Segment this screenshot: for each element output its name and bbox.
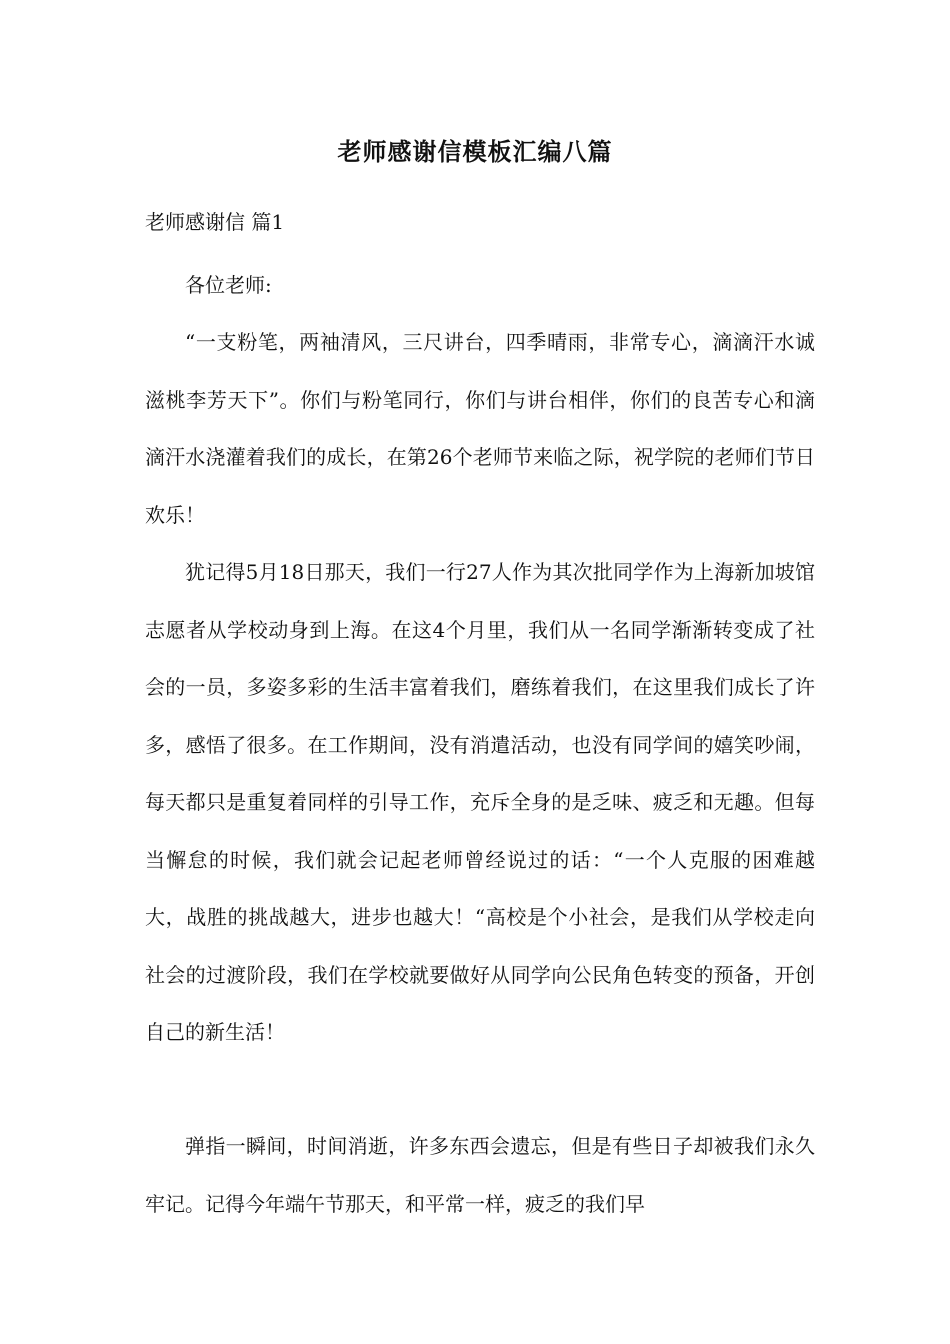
- paragraph-3: 弹指一瞬间，时间消逝，许多东西会遗忘，但是有些日子却被我们永久牢记。记得今年端午节那天，和平常一样，疲乏的我们早: [145, 1134, 815, 1216]
- document-title: 老师感谢信模板汇编八篇: [337, 137, 613, 166]
- section-heading: 老师感谢信 篇1: [145, 210, 285, 234]
- paragraph-2: 犹记得5月18日那天，我们一行27人作为其次批同学作为上海新加坡馆志愿者从学校动身到上海。在这4个月里，我们从一名同学渐渐转变成了社会的一员，多姿多彩的生活丰富着我们，磨练着我们，在这里我们成长了许多，感悟了很多。在工作期间，没有消遣活动，也没有同学间的嬉笑吵闹，每天都只是重复着同样的引导工作，充斥全身的是乏味、疲乏和无趣。但每当懈怠的时候，我们就会记起老师曾经说过的话：“一个人克服的困难越大，战胜的挑战越大，进步也越大！“高校是个小社会，是我们从学校走向社会的过渡阶段，我们在学校就要做好从同学向公民角色转变的预备，开创自己的新生活！: [145, 560, 815, 1044]
- salutation: 各位老师:: [185, 273, 272, 297]
- paragraph-1: “一支粉笔，两袖清风，三尺讲台，四季晴雨，非常专心，滴滴汗水诚滋桃李芳天下”。你们与粉笔同行，你们与讲台相伴，你们的良苦专心和滴滴汗水浇灌着我们的成长，在第26个老师节来临之际，祝学院的老师们节日欢乐！: [145, 330, 815, 527]
